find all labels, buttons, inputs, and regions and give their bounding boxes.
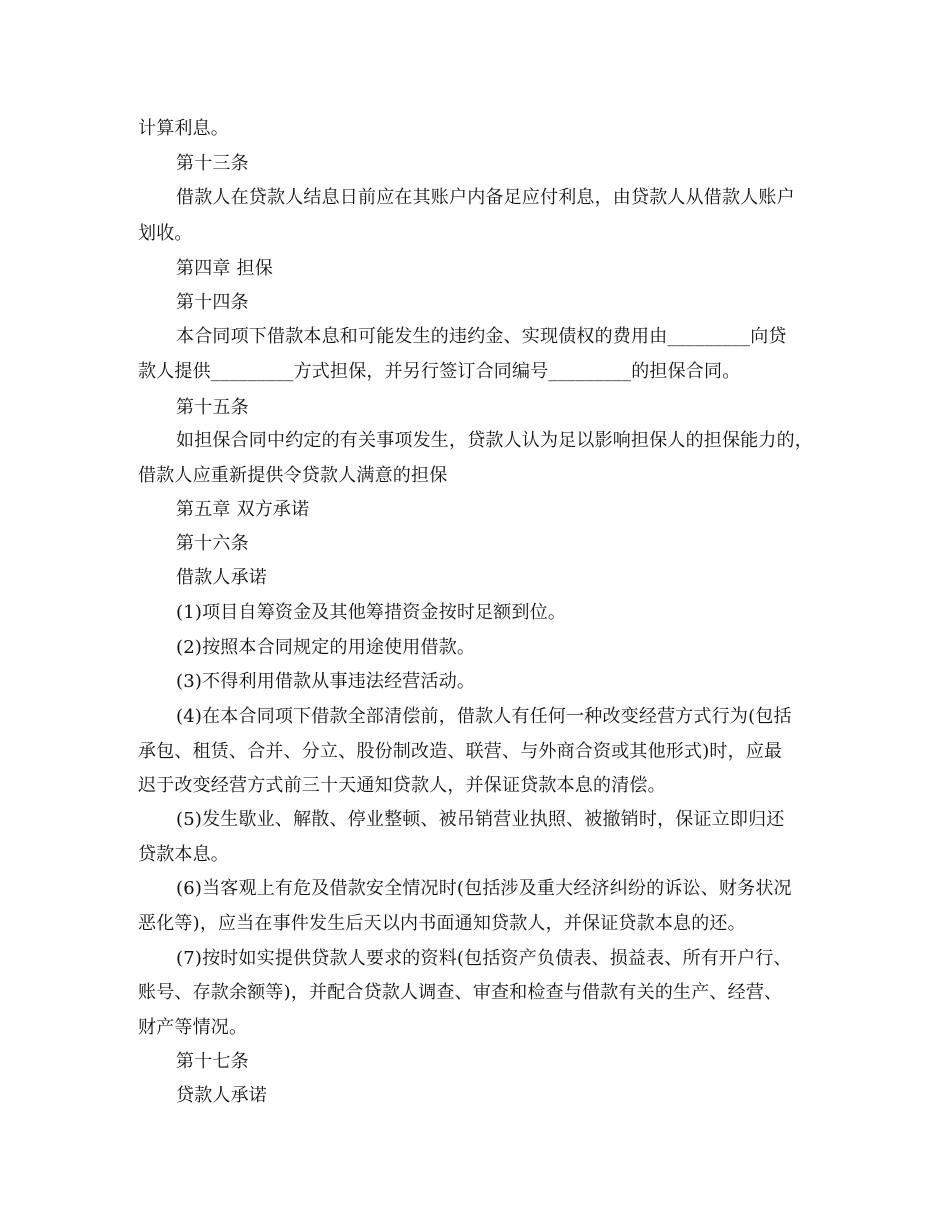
- text-line: 账号、存款余额等)，并配合贷款人调查、审查和检查与借款有关的生产、经营、: [138, 982, 783, 1003]
- list-item: (3)不得利用借款从事违法经营活动。: [176, 671, 476, 692]
- section-heading: 借款人承诺: [176, 567, 267, 588]
- article-heading: 第十五条: [176, 397, 249, 418]
- text-line: 划收。: [138, 223, 193, 244]
- section-heading: 贷款人承诺: [176, 1085, 267, 1106]
- article-heading: 第十六条: [176, 533, 249, 554]
- text-line: 贷款本息。: [138, 844, 229, 865]
- list-item: (2)按照本合同规定的用途使用借款。: [176, 637, 476, 658]
- article-heading: 第十七条: [176, 1051, 249, 1072]
- text-line: 恶化等)，应当在事件发生后天以内书面通知贷款人，并保证贷款本息的还。: [138, 913, 746, 934]
- list-item: (4)在本合同项下借款全部清偿前，借款人有任何一种改变经营方式行为(包括: [176, 706, 792, 727]
- text-line: 款人提供_________方式担保，并另行签订合同编号_________的担保合同。: [138, 361, 741, 382]
- text-line: 承包、租赁、合并、分立、股份制改造、联营、与外商合资或其他形式)时，应最: [138, 741, 783, 762]
- text-line: 如担保合同中约定的有关事项发生，贷款人认为足以影响担保人的担保能力的，: [176, 430, 813, 451]
- text-line: 借款人应重新提供令贷款人满意的担保: [138, 465, 448, 486]
- article-heading: 第十四条: [176, 292, 249, 313]
- chapter-heading: 第五章 双方承诺: [176, 499, 310, 520]
- list-item: (5)发生歇业、解散、停业整顿、被吊销营业执照、被撤销时，保证立即归还: [176, 809, 785, 830]
- list-item: (1)项目自筹资金及其他筹措资金按时足额到位。: [176, 602, 567, 623]
- text-line: 本合同项下借款本息和可能发生的违约金、实现债权的费用由_________向贷: [176, 326, 787, 347]
- article-heading: 第十三条: [176, 153, 249, 174]
- text-line: 财产等情况。: [138, 1017, 248, 1038]
- list-item: (6)当客观上有危及借款安全情况时(包括涉及重大经济纠纷的诉讼、财务状况: [176, 878, 792, 899]
- list-item: (7)按时如实提供贷款人要求的资料(包括资产负债表、损益表、所有开户行、: [176, 948, 792, 969]
- text-line: 迟于改变经营方式前三十天通知贷款人，并保证贷款本息的清偿。: [138, 775, 666, 796]
- chapter-heading: 第四章 担保: [176, 258, 273, 279]
- text-line: 借款人在贷款人结息日前应在其账户内备足应付利息，由贷款人从借款人账户: [176, 187, 795, 208]
- text-line: 计算利息。: [138, 118, 229, 139]
